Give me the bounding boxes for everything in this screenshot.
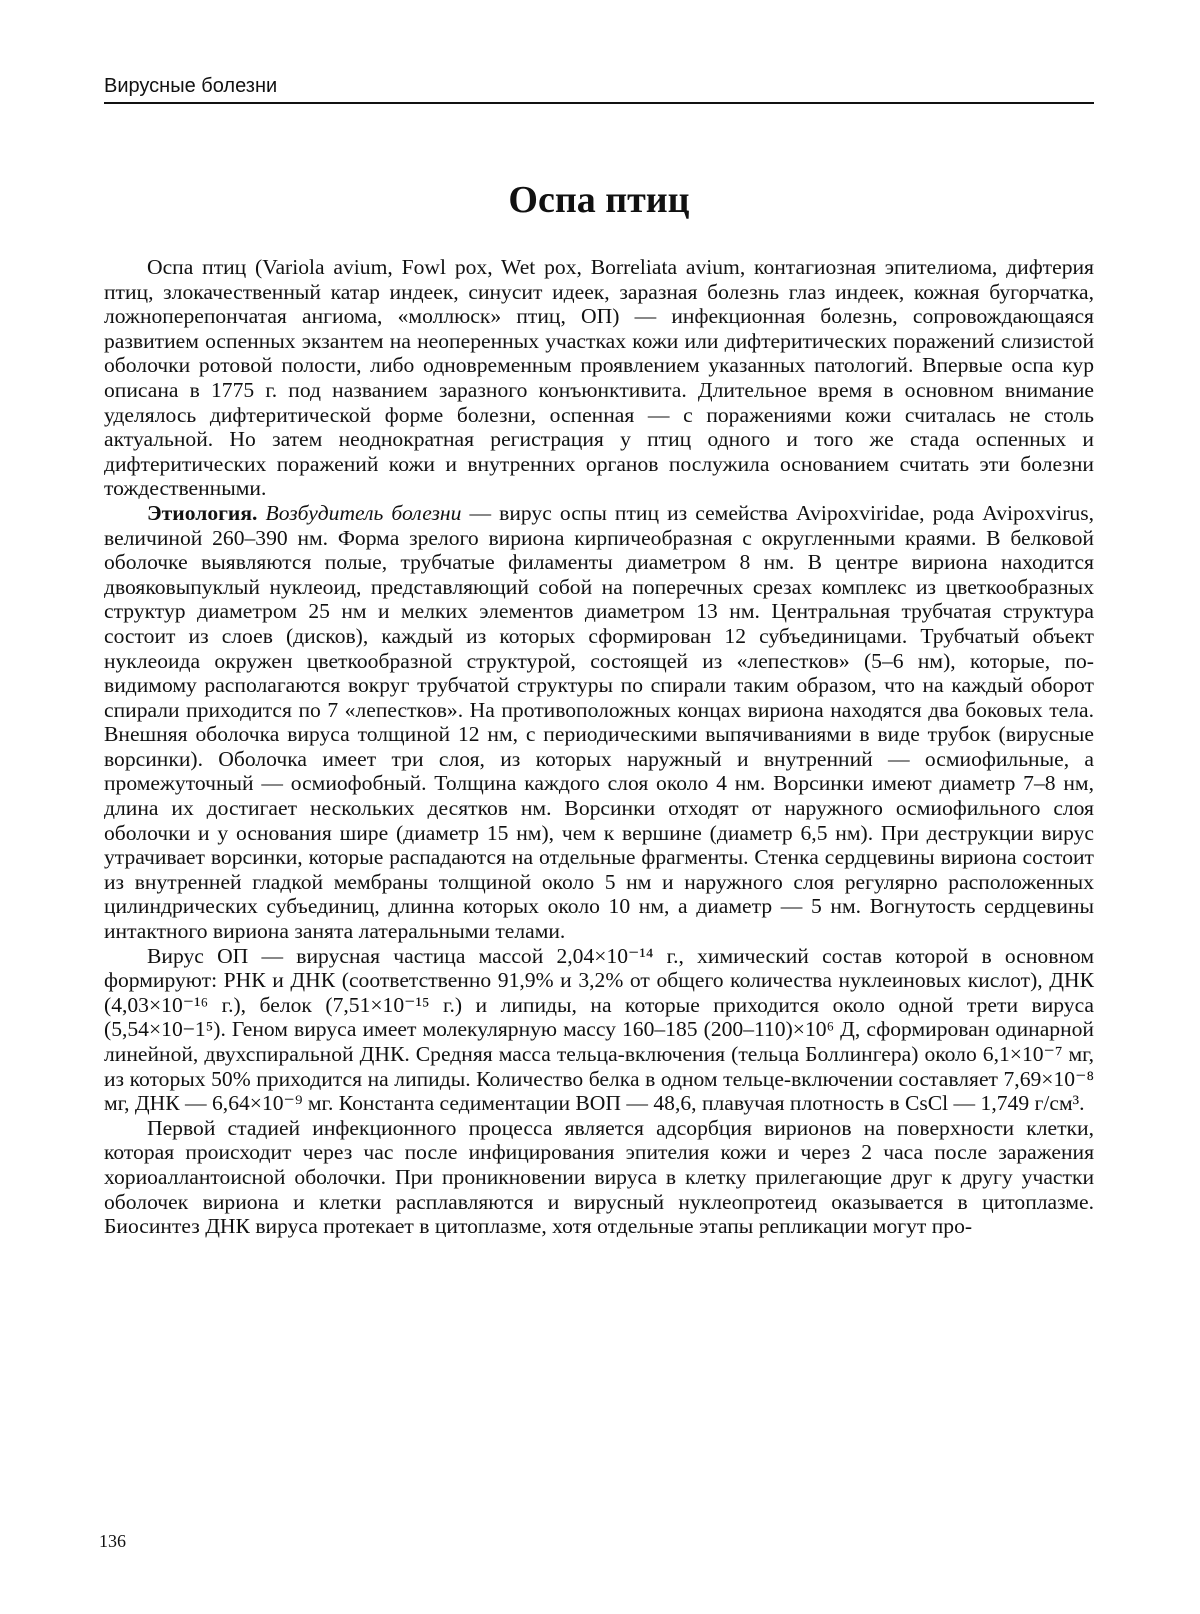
page-number: 136 (99, 1531, 126, 1551)
paragraph-text: Вирус ОП — вирусная частица массой 2,04×10⁻¹⁴ г., химический состав которой в основном формируют: РНК и ДНК (соответственно 91,9% и 3,2% от общего количества нуклеиновых кислот), ДНК (4,03×10⁻¹⁶ г.), белок (7,51×10⁻¹⁵ г.) и липиды, на которые приходится около одной трети вируса (5,54×10−1⁵). Геном вируса имеет молекулярную массу 160–185 (200–110)×10⁶ Д, сформирован одинарной линейной, двухспиральной ДНК. Средняя масса тельца-включения (тельца Боллингера) около 6,1×10⁻⁷ мг, из которых 50% приходится на липиды. Количество белка в одном тельце-включении составляет 7,69×10⁻⁸ мг, ДНК — 6,64×10⁻⁹ мг. Константа седиментации ВОП — 48,6, плавучая плотность в CsCl — 1,749 г/см³. (104, 943, 1094, 1116)
italic-term: Возбудитель болезни (265, 500, 462, 525)
paragraph-infection (104, 1116, 1094, 1239)
paragraph-etiology (104, 501, 1094, 944)
section-heading-etiology: Этиология. (147, 500, 258, 525)
paragraph-text: Первой стадией инфекционного процесса является адсорбция вирионов на поверхности клетки, которая происходит через час после инфицирования эпителия кожи и через 2 часа после заражения хориоаллантоисной оболочки. При проникновении вируса в клетку прилегающие друг к другу участки оболочек вириона и клетки расплавляются и вирусный нуклеопротеид оказывается в цитоплазме. Биосинтез ДНК вируса протекает в цитоплазме, хотя отдельные этапы репликации могут про- (104, 1115, 1094, 1239)
article-body (104, 255, 1094, 1239)
paragraph-composition (104, 944, 1094, 1116)
paragraph-text: Оспа птиц (Variola avium, Fowl pox, Wet pox, Borreliata avium, контагиозная эпителиома, дифтерия птиц, злокачественный катар индеек, синусит идеек, заразная болезнь глаз индеек, кожная бугорчатка, ложноперепончатая ангиома, «моллюск» птиц, ОП) — инфекционная болезнь, сопровождающаяся развитием оспенных экзантем на неоперенных участках кожи или дифтеритических поражений слизистой оболочки ротовой полости, либо одновременным проявлением указанных патологий. Впервые оспа кур описана в 1775 г. под названием заразного конъюнктивита. Длительное время в основном внимание уделялось дифтеритической форме болезни, оспенная — с поражениями кожи считалась не столь актуальной. Но затем неоднократная регистрация у птиц одного и того же стада оспенных и дифтеритических поражений кожи и внутренних органов послужила основанием считать эти болезни тождественными. (104, 255, 1094, 501)
running-header: Вирусные болезни (104, 72, 1094, 104)
paragraph-text: — вирус оспы птиц из семейства Avipoxviridae, рода Avipoxvirus, величиной 260–390 нм. Форма зрелого вириона кирпичеобразная с округленными краями. В белковой оболочке выявляются полые, трубчатые филаменты диаметром 8 нм. В центре вириона находится двояковыпуклый нуклеоид, представляющий собой на поперечных срезах комплекс из цветкообразных структур диаметром 25 нм и мелких элементов диаметром 13 нм. Центральная трубчатая структура состоит из слоев (дисков), каждый из которых сформирован 12 субъединицами. Трубчатый объект нуклеоида окружен цветкообразной структурой, состоящей из «лепестков» (5–6 нм), которые, по-видимому располагаются вокруг трубчатой структуры по спирали таким образом, что на каждый оборот спирали приходится по 7 «лепестков». На противоположных концах вириона находятся два боковых тела. Внешняя оболочка вируса толщиной 12 нм, с периодическими выпячиваниями в виде трубок (вирусные ворсинки). Оболочка имеет три слоя, из которых наружный и внутренний — осмиофильные, а промежуточный — осмиофобный. Толщина каждого слоя около 4 нм. Ворсинки имеют диаметр 7–8 нм, длина их достигает нескольких десятков нм. Ворсинки отходят от наружного осмиофильного слоя оболочки и у основания шире (диаметр 15 нм), чем к вершине (диаметр 6,5 нм). При деструкции вирус утрачивает ворсинки, которые распадаются на отдельные фрагменты. Стенка сердцевины вириона состоит из внутренней гладкой мембраны толщиной около 5 нм и наружного слоя регулярно расположенных цилиндрических субъединиц, длинна которых около 10 нм, а диаметр — 5 нм. Вогнутость сердцевины интактного вириона занята латеральными телами. (104, 500, 1094, 944)
article-title: Оспа птиц (508, 179, 690, 221)
paragraph-intro (104, 255, 1094, 501)
